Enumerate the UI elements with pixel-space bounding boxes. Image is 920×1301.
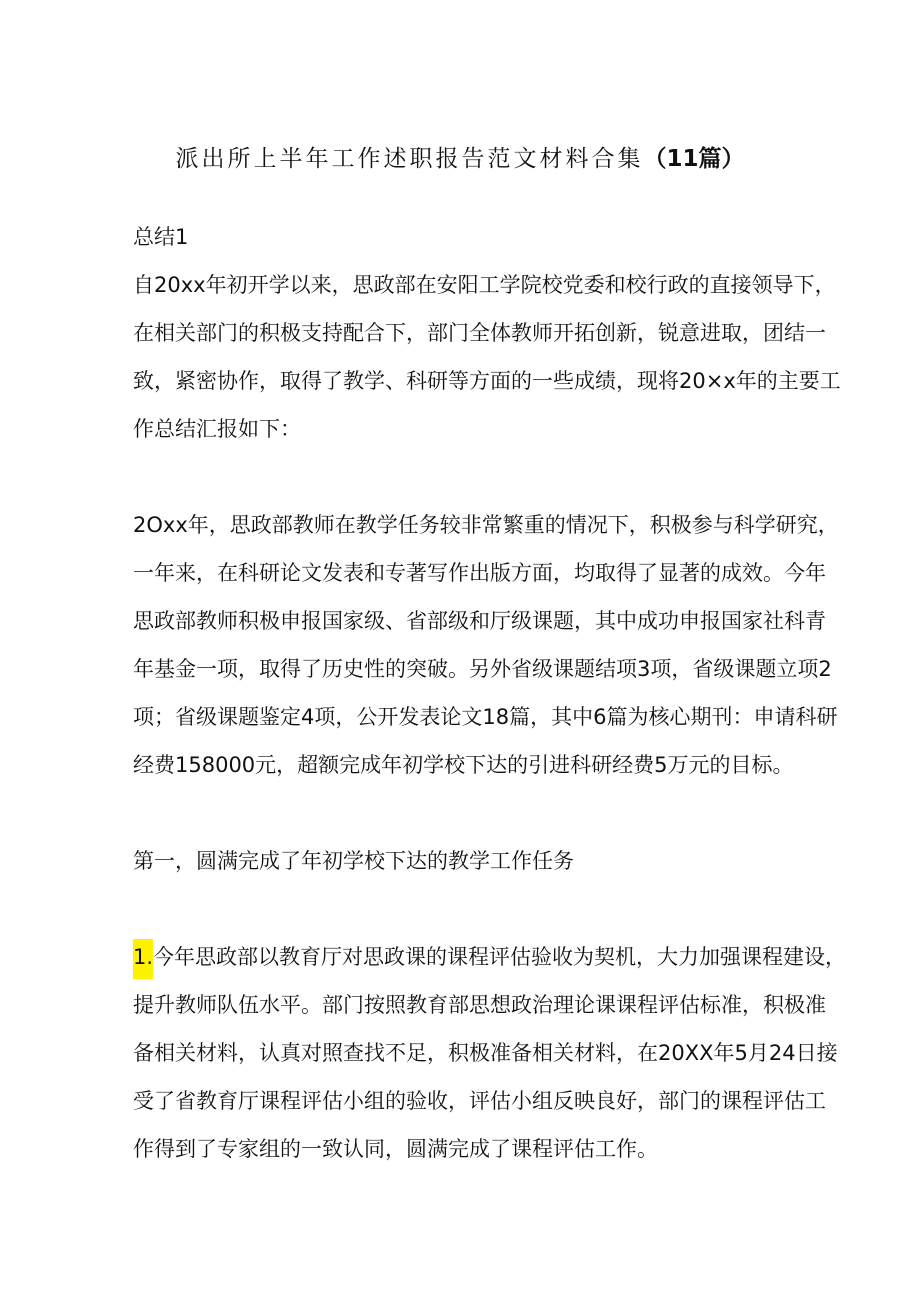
item1-line: 提升教师队伍水平。部门按照教育部思想政治理论课课程评估标准，积极准 (133, 993, 826, 1017)
paragraph2-line: 2Oxx年，思政部教师在教学任务较非常繁重的情况下，积极参与科学研究， (133, 513, 839, 537)
summary-heading: 总结1 (133, 225, 189, 249)
paragraph2-line: 经费158000元，超额完成年初学校下达的引进科研经费5万元的目标。 (133, 753, 794, 777)
section-heading: 第一，圆满完成了年初学校下达的教学工作任务 (133, 849, 574, 873)
paragraph1-line: 在相关部门的积极支持配合下，部门全体教师开拓创新，锐意进取，团结一 (133, 321, 826, 345)
item1-line: 备相关材料，认真对照查找不足，积极准备相关材料，在20XX年5月24日接 (133, 1041, 838, 1065)
paragraph2-line: 年基金一项，取得了历史性的突破。另外省级课题结项3项，省级课题立项2 (133, 657, 832, 681)
item1-line: 受了省教育厅课程评估小组的验收，评估小组反映良好，部门的课程评估工 (133, 1089, 826, 1113)
paragraph2-line: 思政部教师积极申报国家级、省部级和厅级课题，其中成功申报国家社科青 (133, 609, 826, 633)
item1-first-line-text: 今年思政部以教育厅对思政课的课程评估验收为契机，大力加强课程建设， (153, 945, 847, 969)
item1-first-line (133, 942, 846, 972)
item1-line: 作得到了专家组的一致认同，圆满完成了课程评估工作。 (133, 1137, 658, 1161)
paragraph1-line: 致，紧密协作，取得了教学、科研等方面的一些成绩，现将20×x年的主要工 (133, 369, 841, 393)
paragraph2-line: 一年来，在科研论文发表和专著写作出版方面，均取得了显著的成效。今年 (133, 561, 826, 585)
paragraph1-line: 作总结汇报如下： (133, 417, 301, 441)
item-number-highlight: 1. (133, 939, 153, 979)
title-count: （11篇） (643, 146, 745, 172)
paragraph2-line: 项；省级课题鉴定4项，公开发表论文18篇，其中6篇为核心期刊：申请科研 (133, 705, 838, 729)
title-main: 派出所上半年工作述职报告范文材料合集 (175, 146, 644, 172)
paragraph1-line: 自20xx年初开学以来，思政部在安阳工学院校党委和校行政的直接领导下， (133, 273, 836, 297)
document-title (0, 144, 920, 174)
